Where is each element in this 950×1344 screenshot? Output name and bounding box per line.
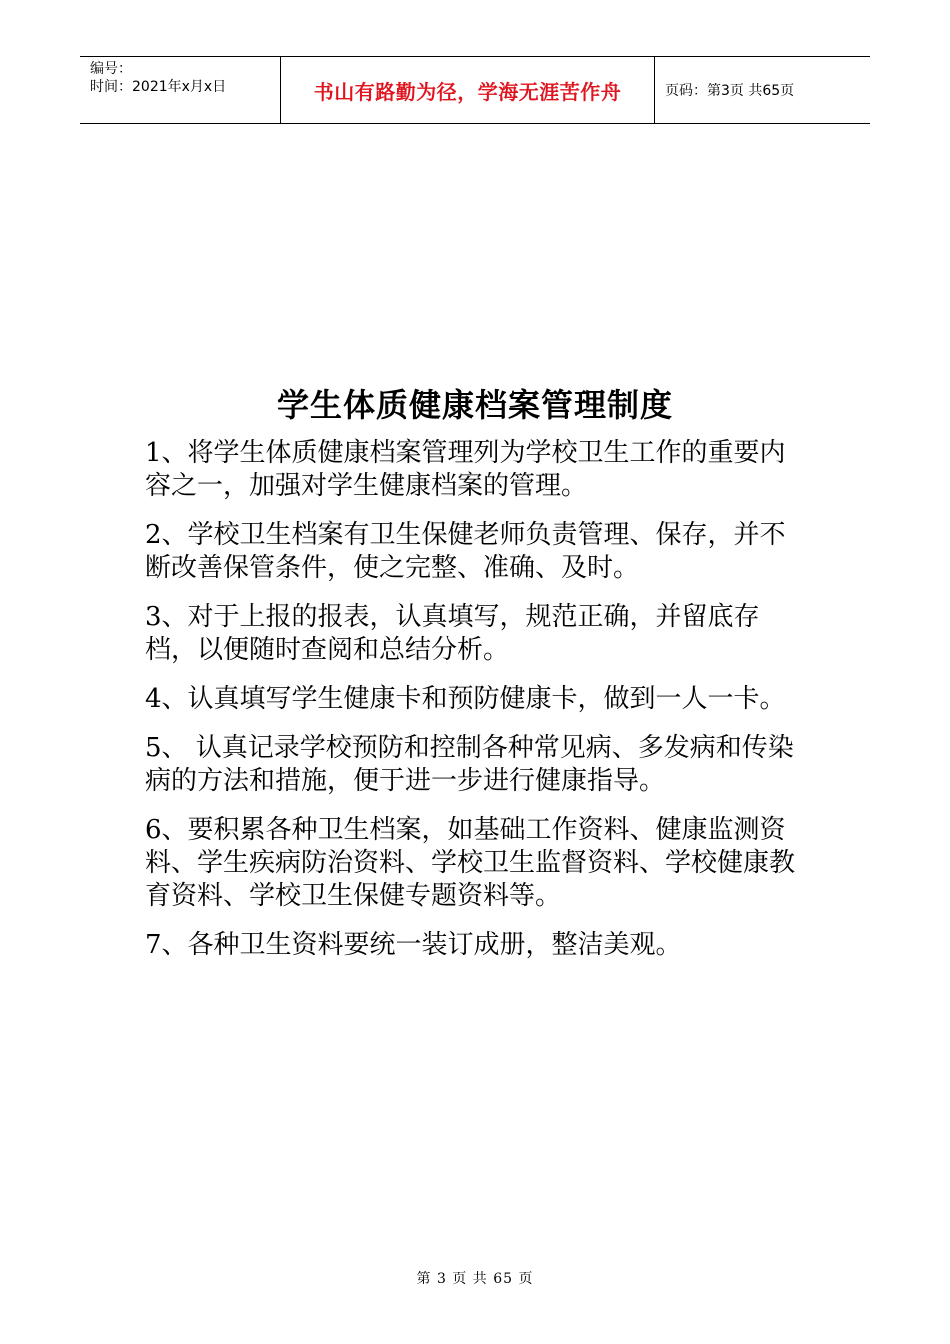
header-page-info: 页码：第3页 共65页 [665, 83, 795, 99]
paragraph-2: 2、学校卫生档案有卫生保健老师负责管理、保存，并不断改善保管条件，使之完整、准确、及时。 [145, 520, 786, 583]
page-header [80, 56, 870, 124]
paragraph-3: 3、对于上报的报表，认真填写，规范正确，并留底存档，以便随时查阅和总结分析。 [145, 602, 760, 665]
document-title: 学生体质健康档案管理制度 [276, 386, 673, 424]
paragraph-1: 1、将学生体质健康档案管理列为学校卫生工作的重要内容之一，加强对学生健康档案的管理。 [145, 438, 786, 501]
document-body [145, 437, 810, 978]
paragraph-6: 6、要积累各种卫生档案，如基础工作资料、健康监测资料、学生疾病防治资料、学校卫生监督资料、学校健康教育资料、学校卫生保健专题资料等。 [145, 815, 796, 911]
paragraph-7: 7、各种卫生资料要统一装订成册，整洁美观。 [145, 930, 682, 960]
header-meta [80, 57, 281, 123]
header-number-label: 编号： [90, 61, 132, 77]
header-motto: 书山有路勤为径，学海无涯苦作舟 [281, 57, 655, 123]
paragraph-4: 4、认真填写学生健康卡和预防健康卡，做到一人一卡。 [145, 684, 786, 714]
paragraph-5: 5、 认真记录学校预防和控制各种常见病、多发病和传染病的方法和措施，便于进一步进行健康指导。 [145, 733, 794, 796]
header-time-label: 时间：2021年x月x日 [90, 79, 227, 95]
page-footer: 第 3 页 共 65 页 [416, 1271, 534, 1287]
